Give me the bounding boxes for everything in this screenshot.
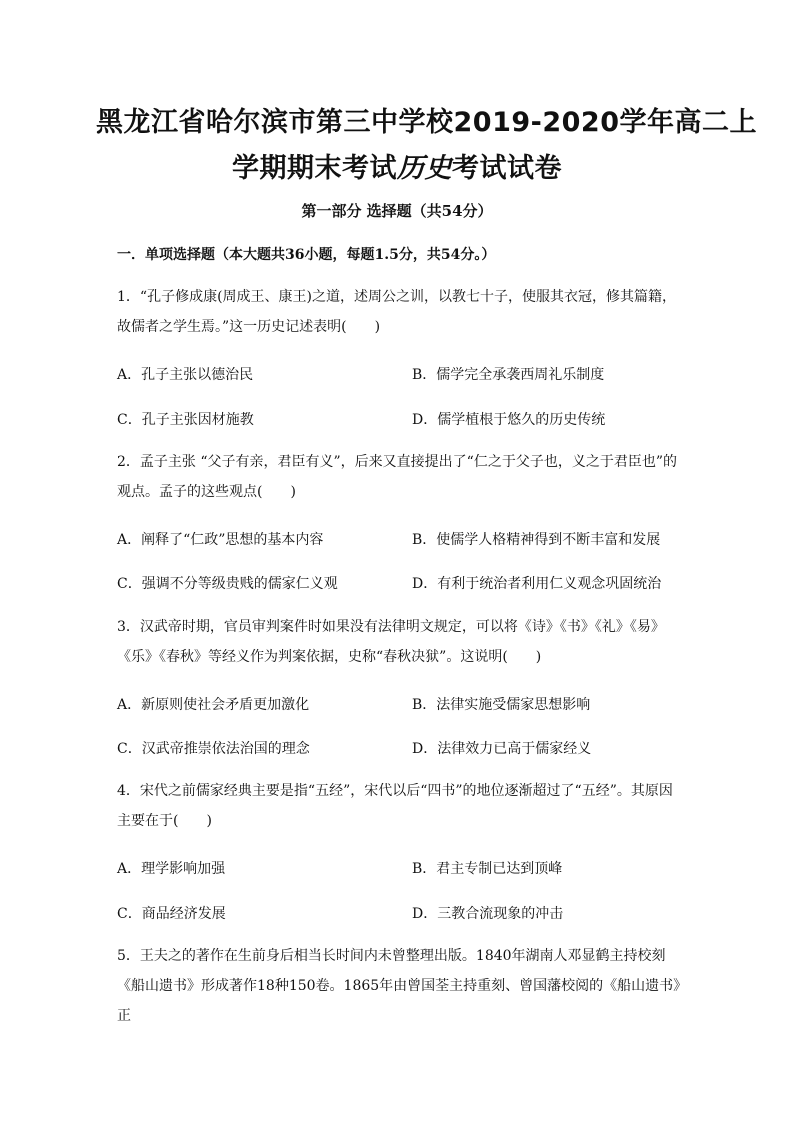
question-3-stem: 3．汉武帝时期，官员审判案件时如果没有法律明文规定，可以将《诗》《书》《礼》《易》《乐》《春秋》等经义作为判案依据，史称“春秋决狱”。这说明( ) (117, 619, 665, 665)
question-3-option-c: C．汉武帝推崇依法治国的理念 (117, 741, 310, 757)
question-4-option-d: D．三教合流现象的冲击 (412, 906, 564, 922)
question-2-option-d: D．有利于统治者利用仁义观念巩固统治 (412, 576, 662, 592)
question-4-stem: 4．宋代之前儒家经典主要是指“五经”，宋代以后“四书”的地位逐渐超过了“五经”。其原因主要在于( ) (117, 783, 673, 829)
question-2-option-c: C．强调不分等级贵贱的儒家仁义观 (117, 576, 338, 592)
question-2-option-a: A．阐释了“仁政”思想的基本内容 (117, 532, 324, 548)
question-1-stem: 1．“孔子修成康(周成王、康王)之道，述周公之训，以教七十子，使服其衣冠，修其篇籍，故儒者之学生焉。”这一历史记述表明( ) (117, 289, 676, 335)
question-2-stem: 2．孟子主张 “父子有亲，君臣有义”，后来又直接提出了“仁之于父子也，义之于君臣也”的观点。孟子的这些观点( ) (117, 454, 677, 500)
exam-title-line-1: 黑龙江省哈尔滨市第三中学校2019-2020学年高二上 (96, 107, 757, 138)
title-suffix: 考试试卷 (452, 153, 562, 184)
question-3-option-d: D．法律效力已高于儒家经义 (412, 741, 592, 757)
part-heading: 第一部分 选择题（共54分） (301, 202, 493, 220)
question-2-option-b: B．使儒学人格精神得到不断丰富和发展 (412, 532, 661, 548)
exam-title-line-2 (96, 146, 698, 185)
question-4-option-a: A．理学影响加强 (117, 861, 226, 877)
question-1-option-c: C．孔子主张因材施教 (117, 412, 254, 428)
question-1-option-a: A．孔子主张以德治民 (117, 367, 254, 383)
question-1-option-d: D．儒学植根于悠久的历史传统 (412, 412, 606, 428)
question-4-option-b: B．君主专制已达到顶峰 (412, 861, 563, 877)
title-subject: 历史 (397, 153, 452, 184)
section-heading: 一．单项选择题（本大题共36小题，每题1.5分，共54分。） (117, 247, 496, 263)
question-3-option-b: B．法律实施受儒家思想影响 (412, 697, 591, 713)
question-5-stem: 5．王夫之的著作在生前身后相当长时间内未曾整理出版。1840年湖南人邓显鹤主持校刻《船山遗书》形成著作18种150卷。1865年由曾国荃主持重刻、曾国藩校阅的《船山遗书》正 (117, 948, 681, 1024)
question-1-option-b: B．儒学完全承袭西周礼乐制度 (412, 367, 605, 383)
title-prefix: 学期期末考试 (232, 153, 397, 184)
question-4-option-c: C．商品经济发展 (117, 906, 226, 922)
question-3-option-a: A．新原则使社会矛盾更加激化 (117, 697, 310, 713)
